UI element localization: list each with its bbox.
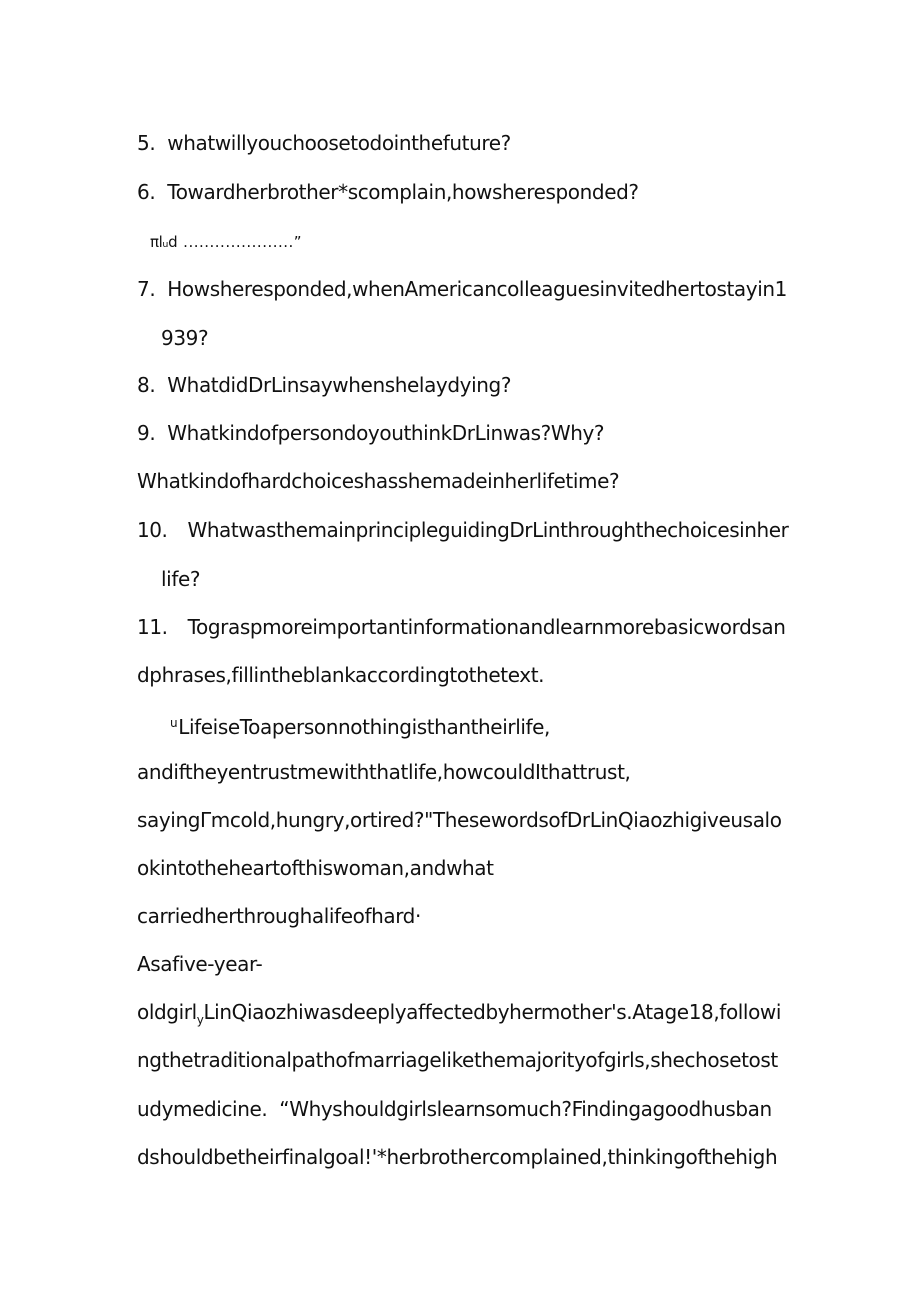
answer-prefix: πlᵤd xyxy=(150,233,178,251)
question-number: 5. xyxy=(137,131,156,155)
question-5 xyxy=(137,131,511,155)
question-number: 11. xyxy=(137,615,168,639)
passage-line-3: sayingΓmcold,hungry,ortired?"ThesewordsofDrLinQiaozhigiveusalo xyxy=(137,808,782,832)
question-number: 7. xyxy=(137,277,156,301)
question-6-answer-blank xyxy=(150,228,302,254)
question-number: 9. xyxy=(137,421,156,445)
passage-text: LinQiaozhiwasdeeplyaffectedbyhermother's.Atage18,followi xyxy=(203,1000,782,1024)
passage-text: LifeiseToapersonnothingisthantheirlife, xyxy=(178,715,551,739)
question-11-continuation: dphrases,fillintheblankaccordingtothetext. xyxy=(137,663,545,687)
passage-line-7 xyxy=(137,1000,781,1032)
question-text: WhatdidDrLinsaywhenshelaydying? xyxy=(167,373,512,397)
question-text: WhatwasthemainprincipleguidingDrLinthroughthechoicesinher xyxy=(187,518,789,542)
question-number: 8. xyxy=(137,373,156,397)
passage-line-9: udymedicine. “Whyshouldgirlslearnsomuch?Findingagoodhusban xyxy=(137,1097,772,1121)
quote-mark: u xyxy=(170,716,178,730)
question-10-continuation: life? xyxy=(161,567,201,591)
question-7-continuation: 939? xyxy=(161,326,209,350)
answer-dots: .....................” xyxy=(183,233,303,251)
question-11 xyxy=(137,615,786,639)
question-text: Tograspmoreimportantinformationandlearnmorebasicwordsan xyxy=(187,615,786,639)
question-text: WhatkindofpersondoyouthinkDrLinwas?Why? xyxy=(167,421,605,445)
question-9 xyxy=(137,421,604,445)
passage-line-6: Asafive-year- xyxy=(137,952,263,976)
passage-line-5: carriedherthroughalifeofhard· xyxy=(137,904,421,928)
question-text: Howsheresponded,whenAmericancolleaguesinvitedhertostayin1 xyxy=(167,277,787,301)
question-10 xyxy=(137,518,788,542)
passage-text: oldgirl xyxy=(137,1000,197,1024)
question-6 xyxy=(137,180,639,204)
subscript-mark: y xyxy=(196,1013,204,1027)
passage-line-8: ngthetraditionalpathofmarriagelikethemajorityofgirls,shechosetost xyxy=(137,1048,778,1072)
passage-line-1 xyxy=(170,711,550,739)
question-8 xyxy=(137,373,511,397)
question-number: 6. xyxy=(137,180,156,204)
passage-line-10: dshouldbetheirfinalgoal!'*herbrothercomplained,thinkingofthehigh xyxy=(137,1145,778,1169)
question-text: Towardherbrother*scomplain,howsheresponded? xyxy=(167,180,639,204)
question-7 xyxy=(137,277,787,301)
question-number: 10. xyxy=(137,518,168,542)
question-text: whatwillyouchoosetodointhefuture? xyxy=(167,131,511,155)
passage-line-4: okintotheheartofthiswoman,andwhat xyxy=(137,856,494,880)
passage-line-2: andiftheyentrustmewiththatlife,howcouldIthattrust, xyxy=(137,760,631,784)
question-9-continuation: Whatkindofhardchoiceshasshemadeinherlifetime? xyxy=(137,469,620,493)
